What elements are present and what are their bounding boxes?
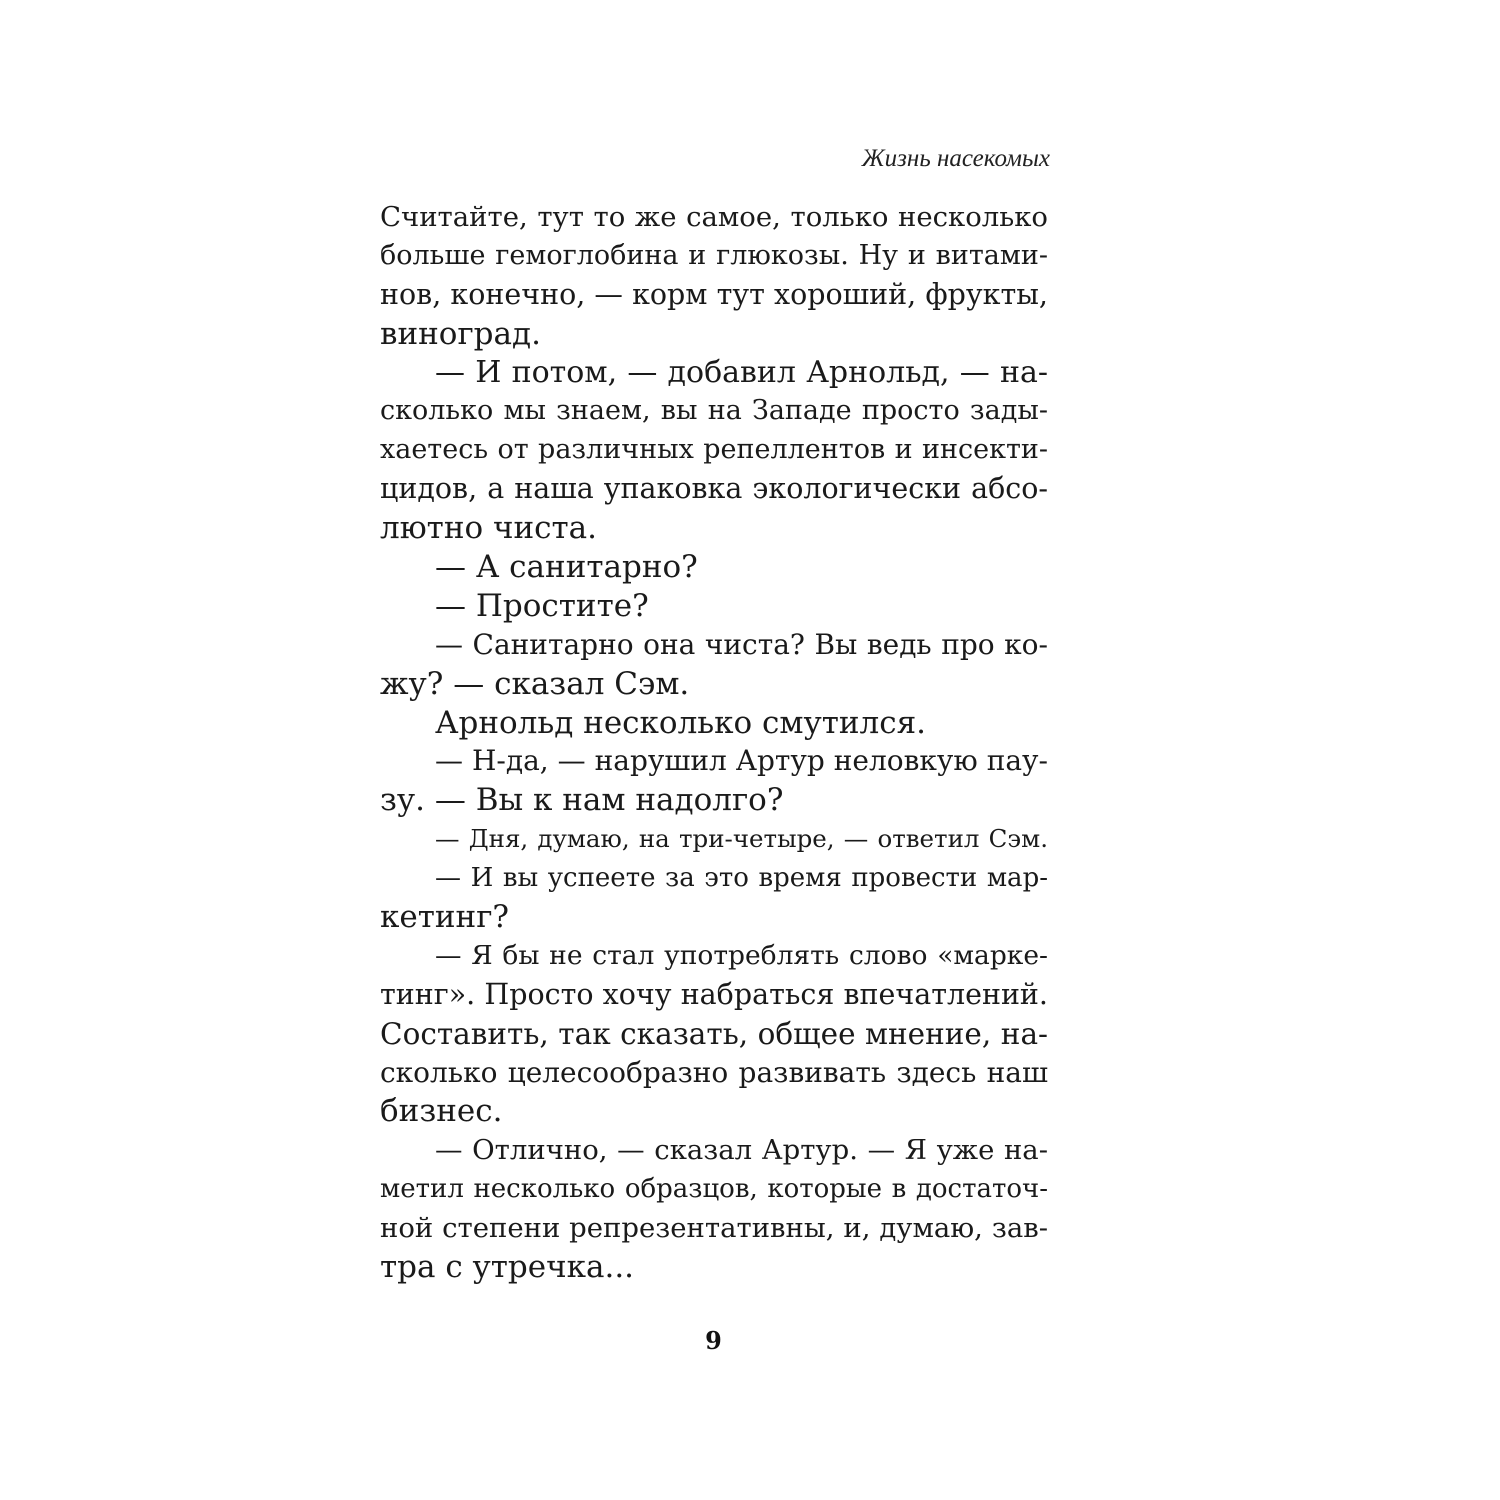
text-line: тра с утречка... bbox=[380, 1249, 635, 1286]
text-line: — И вы успеете за это время провести мар- bbox=[435, 863, 1048, 894]
text-line: виноград. bbox=[380, 315, 541, 352]
text-line: лютно чиста. bbox=[380, 510, 598, 547]
body-text bbox=[380, 198, 1048, 1287]
text-line: — Санитарно она чиста? Вы ведь про ко- bbox=[435, 627, 1048, 661]
running-header: Жизнь насекомых bbox=[861, 145, 1050, 172]
text-line: — Дня, думаю, на три-четыре, — ответил Сэм. bbox=[435, 824, 1048, 854]
text-line: Составить, так сказать, общее мнение, на- bbox=[380, 1016, 1048, 1051]
page-number: 9 bbox=[705, 1326, 722, 1355]
text-line: метил несколько образцов, которые в достаточ- bbox=[380, 1174, 1048, 1205]
text-line: — Простите? bbox=[435, 587, 649, 624]
text-line: — Н-да, — нарушил Артур неловкую пау- bbox=[435, 744, 1048, 778]
text-line: хаетесь от различных репеллентов и инсекти- bbox=[380, 434, 1048, 466]
text-line: ной степени репрезентативны, и, думаю, зав- bbox=[380, 1212, 1048, 1245]
text-line: — И потом, — добавил Арнольд, — на- bbox=[435, 354, 1048, 390]
text-line: нов, конечно, — корм тут хороший, фрукты, bbox=[380, 277, 1048, 311]
text-line: цидов, а наша упаковка экологически абсо- bbox=[380, 472, 1048, 506]
text-line: больше гемоглобина и глюкозы. Ну и витами- bbox=[380, 239, 1048, 271]
text-line: жу? — сказал Сэм. bbox=[380, 665, 690, 702]
text-line: Считайте, тут то же самое, только несколько bbox=[380, 201, 1048, 233]
text-line: бизнес. bbox=[380, 1093, 503, 1130]
text-line: зу. — Вы к нам надолго? bbox=[380, 782, 784, 819]
text-line: — Я бы не стал употреблять слово «марке- bbox=[435, 939, 1048, 971]
text-line: — Отлично, — сказал Артур. — Я уже на- bbox=[435, 1134, 1048, 1167]
text-line: сколько мы знаем, вы на Западе просто зады- bbox=[380, 395, 1048, 427]
text-line: сколько целесообразно развивать здесь наш bbox=[380, 1055, 1048, 1089]
text-line: Арнольд несколько смутился. bbox=[435, 704, 927, 741]
text-line: — А санитарно? bbox=[435, 549, 698, 586]
text-line: тинг». Просто хочу набраться впечатлений. bbox=[380, 977, 1048, 1011]
text-line: кетинг? bbox=[380, 899, 510, 936]
